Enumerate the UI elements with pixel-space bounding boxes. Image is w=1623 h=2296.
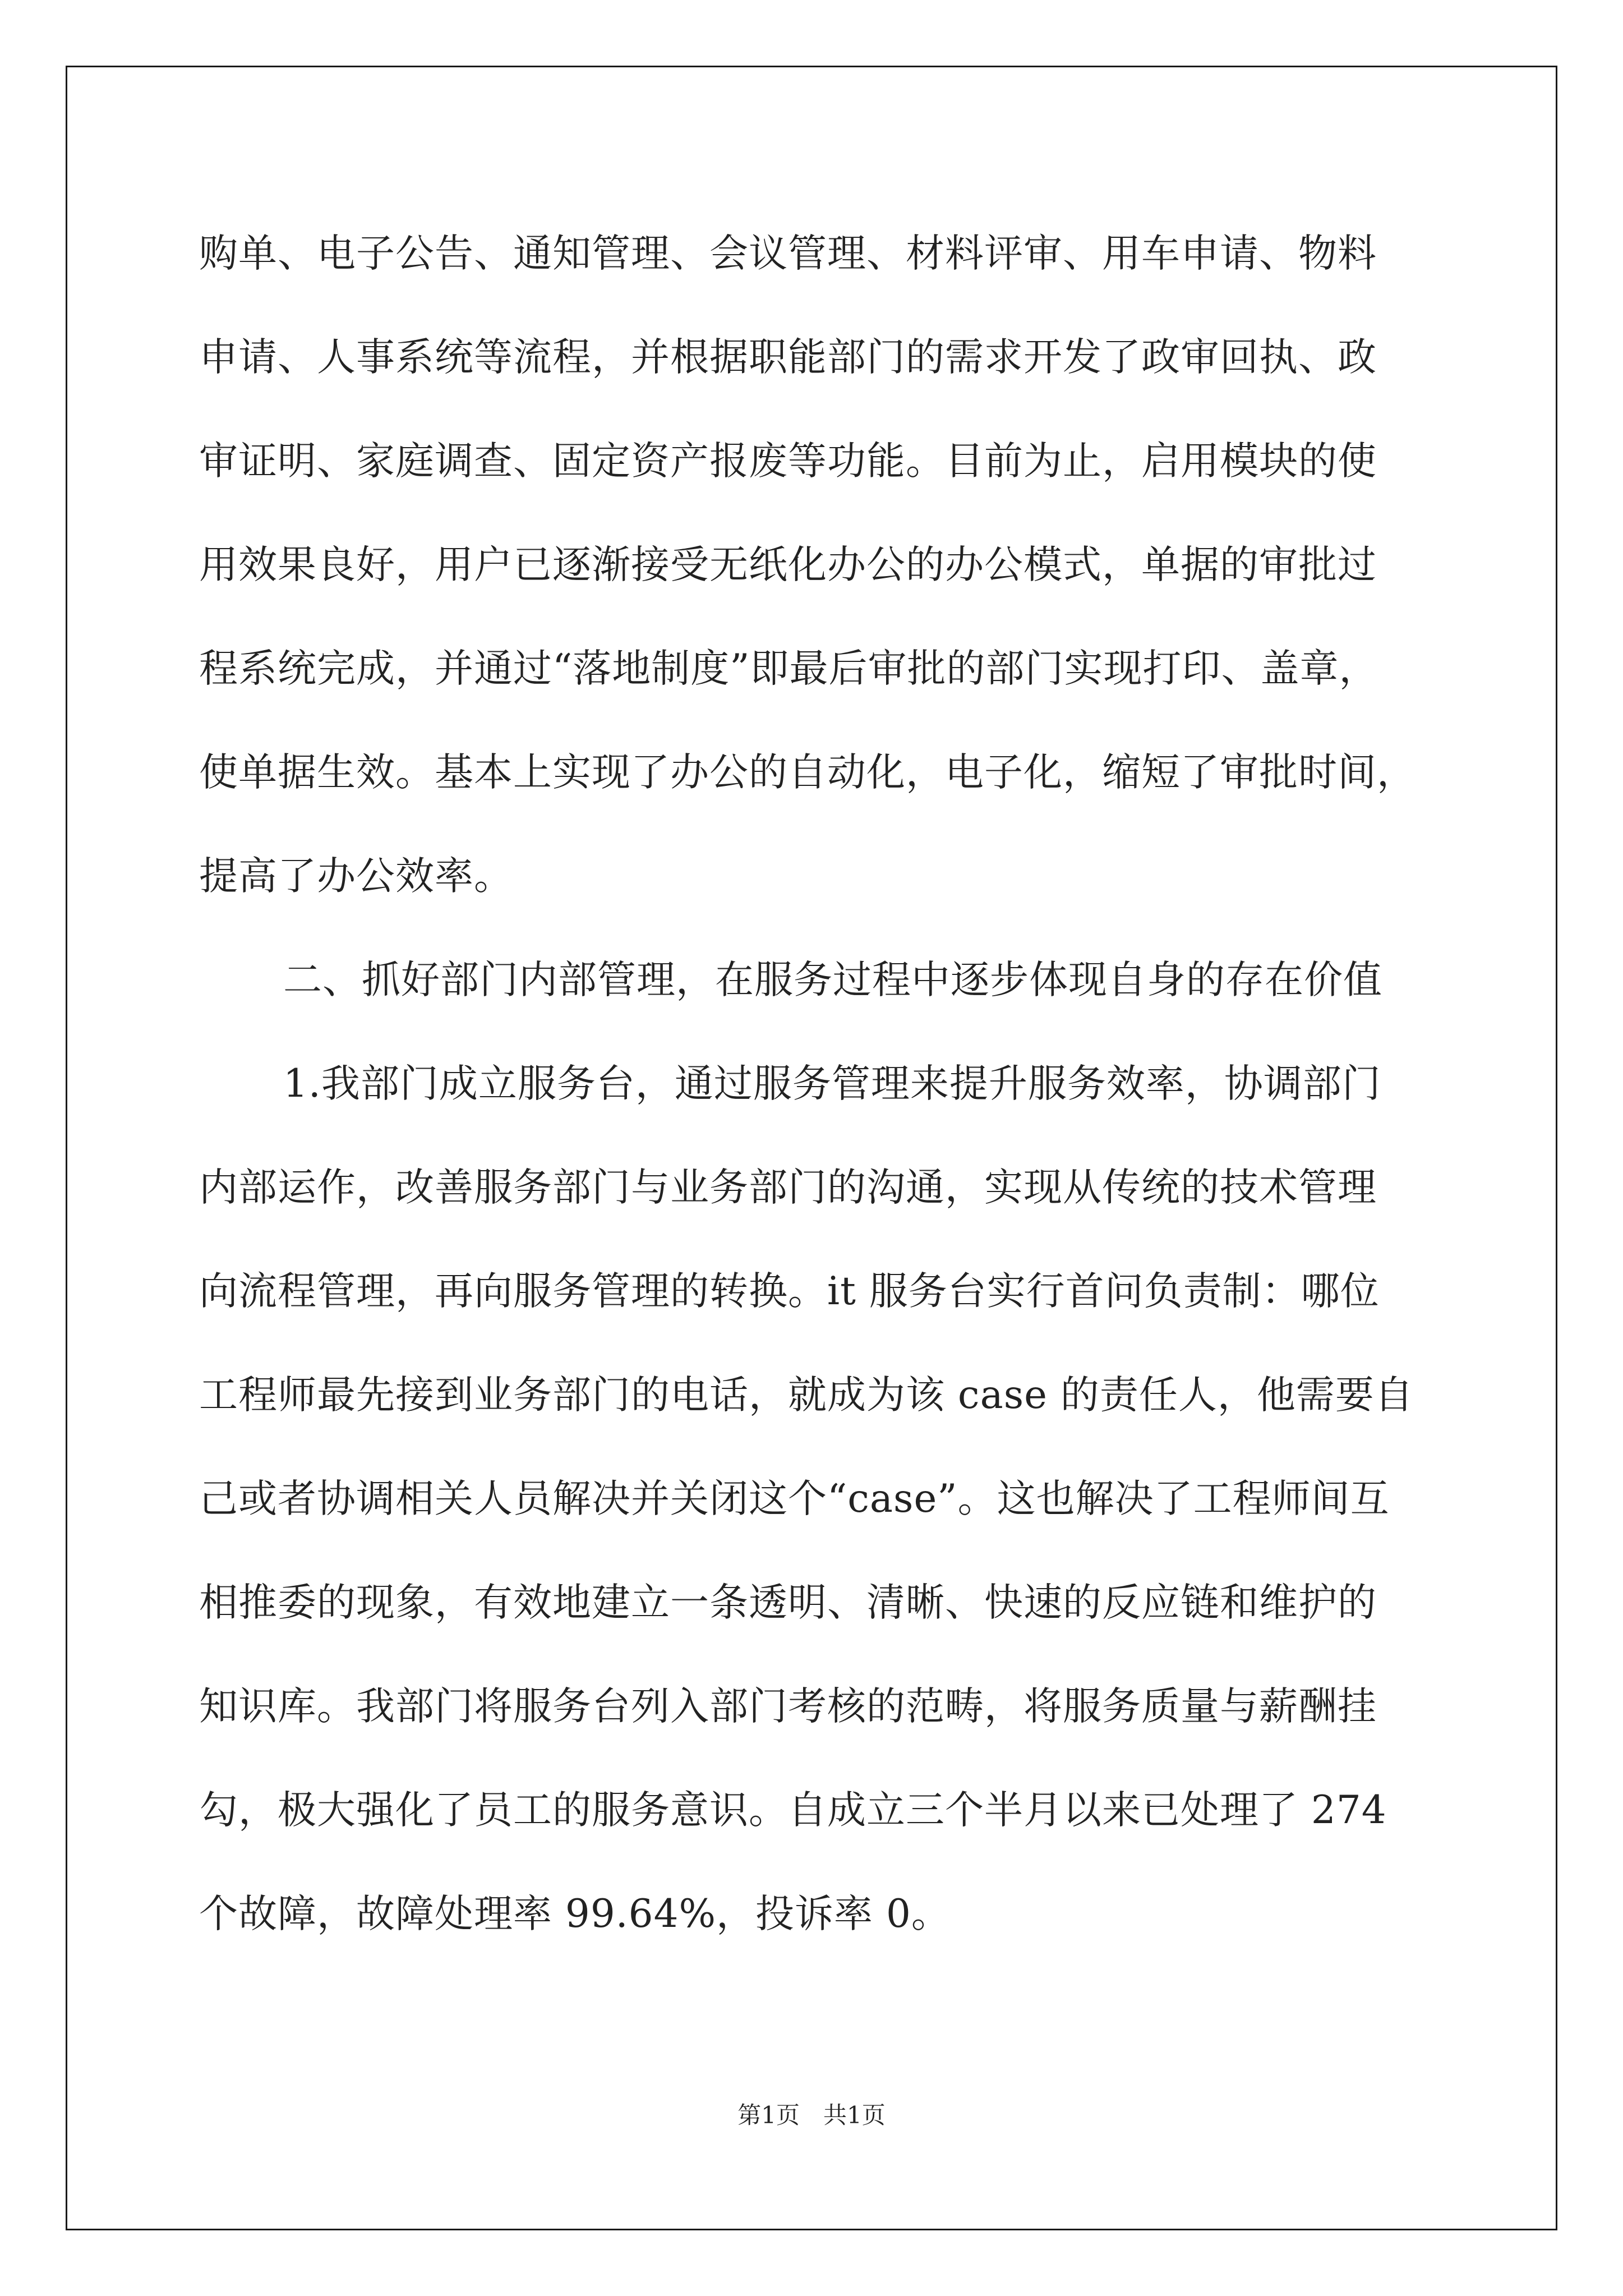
body-line: 申请、人事系统等流程，并根据职能部门的需求开发了政审回执、政 bbox=[199, 335, 1377, 380]
body-line: 使单据生效。基本上实现了办公的自动化，电子化，缩短了审批时间， bbox=[199, 750, 1416, 795]
body-line: 个故障，故障处理率 99.64%，投诉率 0。 bbox=[199, 1892, 951, 1936]
body-line: 内部运作，改善服务部门与业务部门的沟通，实现从传统的技术管理 bbox=[199, 1165, 1377, 1210]
body-line: 程系统完成，并通过“落地制度”即最后审批的部门实现打印、盖章， bbox=[199, 646, 1378, 691]
body-line: 用效果良好，用户已逐渐接受无纸化办公的办公模式，单据的审批过 bbox=[199, 542, 1377, 587]
body-line: 知识库。我部门将服务台列入部门考核的范畴，将服务质量与薪酬挂 bbox=[199, 1684, 1377, 1729]
body-line: 购单、电子公告、通知管理、会议管理、材料评审、用车申请、物料 bbox=[199, 231, 1377, 276]
body-line: 工程师最先接到业务部门的电话，就成为该 case 的责任人，他需要自 bbox=[199, 1373, 1414, 1418]
section-heading: 二、抓好部门内部管理，在服务过程中逐步体现自身的存在价值 bbox=[283, 958, 1382, 1002]
body-line: 己或者协调相关人员解决并关闭这个“case”。这也解决了工程师间互 bbox=[199, 1476, 1390, 1521]
document-body bbox=[199, 202, 1455, 1966]
body-line: 相推委的现象，有效地建立一条透明、清晰、快速的反应链和维护的 bbox=[199, 1580, 1377, 1625]
body-line: 审证明、家庭调查、固定资产报废等功能。目前为止，启用模块的使 bbox=[199, 439, 1377, 484]
body-line: 1.我部门成立服务台，通过服务管理来提升服务效率，协调部门 bbox=[283, 1061, 1381, 1106]
body-line: 提高了办公效率。 bbox=[199, 854, 513, 899]
page-footer: 第1页 共1页 bbox=[737, 2101, 886, 2129]
body-line: 勾，极大强化了员工的服务意识。自成立三个半月以来已处理了 274 bbox=[199, 1788, 1387, 1833]
body-line: 向流程管理，再向服务管理的转换。it 服务台实行首问负责制：哪位 bbox=[199, 1269, 1380, 1314]
